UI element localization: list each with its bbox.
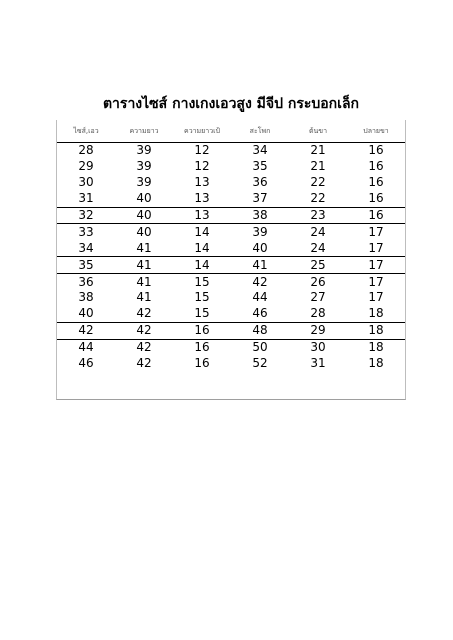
table-cell: 29 — [289, 322, 347, 339]
table-cell: 16 — [368, 175, 384, 190]
header-length: ความยาว — [115, 120, 173, 143]
table-cell: 16 — [194, 356, 210, 371]
table-cell: 15 — [194, 290, 210, 305]
table-cell: 41 — [136, 240, 152, 255]
table-cell: 16 — [173, 339, 231, 355]
table-cell: 18 — [368, 306, 384, 321]
table-cell: 42 — [115, 322, 173, 339]
table-cell: 18 — [347, 322, 405, 339]
table-row — [57, 240, 405, 256]
table-cell: 42 — [136, 306, 152, 321]
header-hip: สะโพก — [231, 120, 289, 143]
table-cell: 35 — [252, 159, 268, 174]
table-cell: 13 — [194, 191, 210, 206]
table-cell: 37 — [252, 191, 268, 206]
table-cell: 28 — [310, 306, 326, 321]
table-cell: 40 — [115, 224, 173, 240]
table-cell: 42 — [57, 322, 115, 339]
table-cell: 41 — [231, 257, 289, 274]
table-cell: 21 — [310, 143, 326, 158]
table-cell: 42 — [115, 339, 173, 355]
table-cell: 16 — [347, 207, 405, 224]
table-cell: 17 — [347, 224, 405, 240]
table-cell: 14 — [173, 257, 231, 274]
table-cell: 30 — [78, 175, 94, 190]
table-row — [57, 356, 405, 372]
table-cell: 30 — [289, 339, 347, 355]
table-cell: 25 — [289, 257, 347, 274]
table-cell: 36 — [57, 274, 115, 290]
table-cell: 24 — [289, 224, 347, 240]
header-thigh: ต้นขา — [289, 120, 347, 143]
table-cell: 14 — [173, 224, 231, 240]
table-cell: 33 — [57, 224, 115, 240]
table-cell: 42 — [231, 274, 289, 290]
size-table — [57, 120, 405, 371]
table-row — [57, 207, 405, 224]
table-cell: 42 — [136, 356, 152, 371]
table-cell: 50 — [231, 339, 289, 355]
table-row — [57, 159, 405, 175]
table-cell: 17 — [368, 290, 384, 305]
table-cell: 21 — [310, 159, 326, 174]
table-cell: 22 — [310, 191, 326, 206]
table-cell: 44 — [252, 290, 268, 305]
table-cell: 22 — [310, 175, 326, 190]
table-cell: 31 — [310, 356, 326, 371]
table-cell: 41 — [115, 257, 173, 274]
table-row — [57, 175, 405, 191]
size-table-container — [56, 120, 406, 400]
table-row — [57, 322, 405, 339]
table-cell: 27 — [310, 290, 326, 305]
table-cell: 26 — [289, 274, 347, 290]
table-row — [57, 274, 405, 290]
table-cell: 14 — [194, 240, 210, 255]
table-cell: 34 — [252, 143, 268, 158]
table-cell: 40 — [115, 207, 173, 224]
table-cell: 23 — [289, 207, 347, 224]
table-cell: 24 — [310, 240, 326, 255]
table-row — [57, 143, 405, 159]
table-cell: 16 — [173, 322, 231, 339]
table-row — [57, 224, 405, 240]
table-cell: 41 — [136, 290, 152, 305]
table-cell: 34 — [78, 240, 94, 255]
table-cell: 13 — [173, 207, 231, 224]
table-cell: 40 — [136, 191, 152, 206]
table-row — [57, 339, 405, 355]
table-cell: 16 — [368, 159, 384, 174]
table-cell: 18 — [347, 339, 405, 355]
table-cell: 44 — [57, 339, 115, 355]
table-body — [57, 143, 405, 372]
header-size-waist: ไซส์,เอว — [57, 120, 115, 143]
table-cell: 39 — [136, 175, 152, 190]
table-header-row — [57, 120, 405, 143]
table-cell: 28 — [78, 143, 94, 158]
table-cell: 16 — [368, 143, 384, 158]
table-cell: 52 — [252, 356, 268, 371]
table-cell: 17 — [368, 240, 384, 255]
table-cell: 13 — [194, 175, 210, 190]
table-row — [57, 191, 405, 207]
table-cell: 40 — [252, 240, 268, 255]
table-cell: 16 — [368, 191, 384, 206]
table-cell: 32 — [57, 207, 115, 224]
table-cell: 36 — [252, 175, 268, 190]
table-row — [57, 306, 405, 322]
table-row — [57, 290, 405, 306]
table-cell: 39 — [231, 224, 289, 240]
header-hem: ปลายขา — [347, 120, 405, 143]
table-cell: 17 — [347, 274, 405, 290]
table-cell: 41 — [115, 274, 173, 290]
table-cell: 29 — [78, 159, 94, 174]
table-cell: 46 — [252, 306, 268, 321]
table-cell: 39 — [136, 159, 152, 174]
table-cell: 18 — [368, 356, 384, 371]
table-cell: 39 — [136, 143, 152, 158]
table-cell: 15 — [173, 274, 231, 290]
table-cell: 38 — [231, 207, 289, 224]
table-cell: 38 — [78, 290, 94, 305]
table-cell: 40 — [78, 306, 94, 321]
table-cell: 12 — [194, 159, 210, 174]
header-rise: ความยาวเป้ — [173, 120, 231, 143]
table-cell: 48 — [231, 322, 289, 339]
page-title: ตารางไซส์ กางเกงเอวสูง มีจีป กระบอกเล็ก — [102, 96, 360, 112]
table-cell: 15 — [194, 306, 210, 321]
table-cell: 31 — [78, 191, 94, 206]
table-cell: 12 — [194, 143, 210, 158]
table-cell: 46 — [78, 356, 94, 371]
table-cell: 35 — [57, 257, 115, 274]
table-cell: 17 — [347, 257, 405, 274]
table-row — [57, 257, 405, 274]
